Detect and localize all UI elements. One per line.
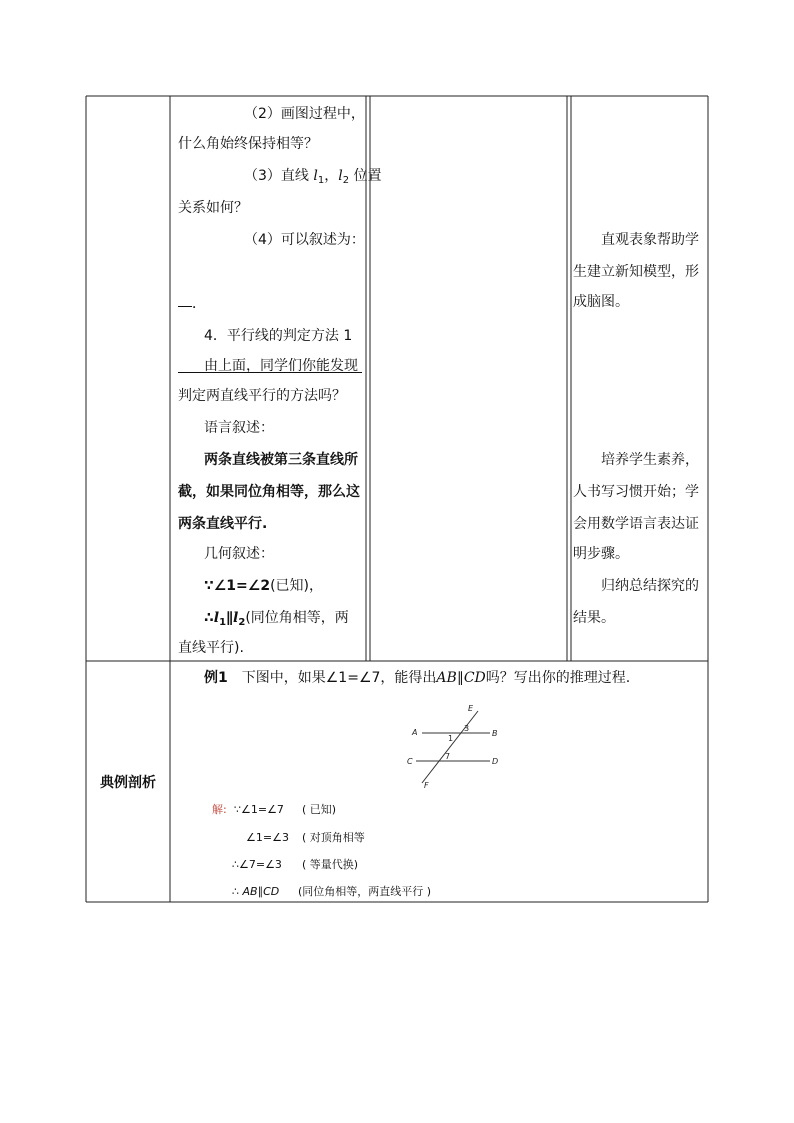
note1-line3: 成脑图。 xyxy=(573,294,629,310)
geometry-label: 几何叙述： xyxy=(204,546,274,562)
note1-line2: 生建立新知模型，形 xyxy=(573,264,699,280)
q3-line2: 关系如何？ xyxy=(178,200,248,216)
section4-line2: 判定两直线平行的方法吗？ xyxy=(178,388,346,404)
note1-line1: 直观表象帮助学 xyxy=(601,232,699,248)
note2-line4: 明步骤。 xyxy=(573,546,629,562)
q3-line1: （3）直线 $l_1$，$l_2$ 位置 xyxy=(244,168,382,186)
solution-step2: ∠1=∠3 xyxy=(246,831,289,844)
label-b: B xyxy=(492,729,498,738)
solution-reason4: (同位角相等，两直线平行 ) xyxy=(298,885,432,898)
note3-line1: 归纳总结探究的 xyxy=(601,578,699,594)
solution-step4: ∴ AB∥CD xyxy=(232,885,280,898)
example-label: 例1 xyxy=(204,670,228,686)
parallel-lines-figure xyxy=(406,703,502,791)
transversal-ef xyxy=(422,711,478,783)
label-a: A xyxy=(412,728,418,737)
q4-line1: （4）可以叙述为： xyxy=(244,232,365,248)
q4-tail: ． xyxy=(178,294,206,314)
section4-title: 4．平行线的判定方法 1 xyxy=(204,328,353,344)
note2-line3: 会用数学语言表达证 xyxy=(573,516,699,532)
angle-3-label: 3 xyxy=(464,724,470,733)
label-d: D xyxy=(492,757,499,766)
note3-line2: 结果。 xyxy=(573,610,615,626)
angle-7-label: 7 xyxy=(445,752,451,761)
therefore-line2: 直线平行). xyxy=(178,640,244,656)
solution-step3: ∴∠7=∠3 xyxy=(232,858,282,871)
design-notes-cell xyxy=(571,96,708,661)
note2-line1: 培养学生素养， xyxy=(601,452,699,468)
q2-line1: （2）画图过程中， xyxy=(244,106,365,122)
label-f: F xyxy=(424,781,429,790)
because-line: ∵∠1=∠2(已知)， xyxy=(204,578,323,594)
rule-line3: 两条直线平行. xyxy=(178,516,268,532)
label-c: C xyxy=(407,757,413,766)
label-e: E xyxy=(468,704,474,713)
solution-label: 解: xyxy=(212,803,227,816)
example-question: 例1 下图中，如果∠1=∠7，能得出AB∥CD吗？写出你的推理过程. xyxy=(204,670,631,686)
solution-reason3: ( 等量代换) xyxy=(302,858,359,871)
rule-line1: 两条直线被第三条直线所 xyxy=(204,452,358,468)
example-cell xyxy=(170,661,708,902)
angle-1-label: 1 xyxy=(448,734,454,743)
language-label: 语言叙述： xyxy=(204,420,274,436)
section4-line1: 由上面，同学们你能发现 xyxy=(204,358,358,374)
solution-reason1: ( 已知) xyxy=(302,803,337,816)
rule-line2: 截，如果同位角相等，那么这 xyxy=(178,484,360,500)
section-title-example: 典例剖析 xyxy=(100,775,156,791)
therefore-line: $\therefore l_1\parallel l_2$(同位角相等，两 xyxy=(204,610,349,628)
q2-line2: 什么角始终保持相等？ xyxy=(178,136,318,152)
teaching-content-cell xyxy=(170,96,382,661)
solution-step1: ∵∠1=∠7 xyxy=(234,803,284,816)
note2-line2: 人书写习惯开始；学 xyxy=(573,484,699,500)
solution-reason2: ( 对顶角相等 xyxy=(302,831,365,844)
